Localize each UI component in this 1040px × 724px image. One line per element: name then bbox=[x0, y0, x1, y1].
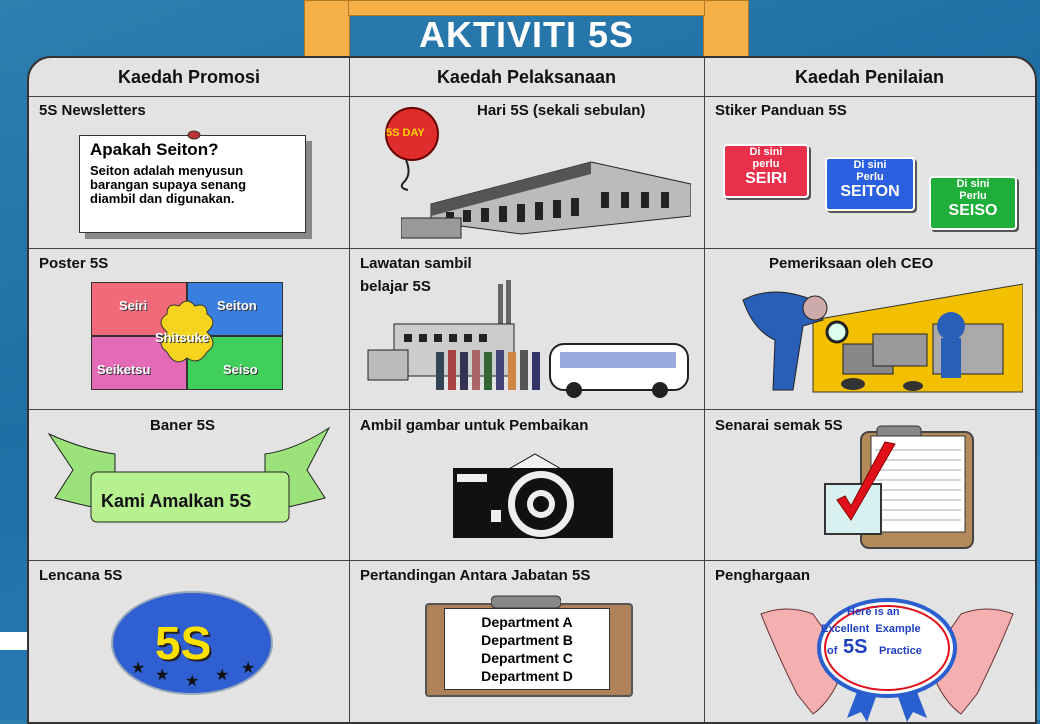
sticker-seiton-line1: Di sini bbox=[853, 159, 887, 171]
cell-pertandingan: Pertandingan Antara Jabatan 5S bbox=[360, 567, 591, 584]
cell-baner: Baner 5S bbox=[150, 417, 216, 434]
newsletter-text: Seiton adalah menyusun barangan supaya senang diambil dan digunakan. bbox=[90, 163, 247, 206]
department-item: Department B bbox=[481, 632, 573, 648]
puzzle-label-shitsuke: Shitsuke bbox=[155, 330, 210, 345]
left-accent-bar bbox=[0, 632, 27, 650]
puzzle-poster bbox=[91, 282, 283, 390]
svg-text:★: ★ bbox=[155, 667, 170, 684]
puzzle-label-seiton: Seiton bbox=[217, 298, 257, 313]
cell-hari-5s: Hari 5S (sekali sebulan) bbox=[477, 102, 646, 119]
pin-icon bbox=[186, 129, 202, 143]
newsletter-question: Apakah Seiton? bbox=[90, 140, 219, 159]
cell-newsletters: 5S Newsletters bbox=[39, 102, 146, 119]
award-practice: Practice bbox=[879, 645, 922, 657]
cell-poster: Poster 5S bbox=[39, 255, 109, 272]
sticker-seiri-line2: perlu bbox=[752, 158, 780, 170]
banner-text: Kami Amalkan 5S bbox=[101, 491, 252, 511]
grid-line bbox=[349, 58, 350, 722]
sticker-seiton-line2: Perlu bbox=[856, 171, 884, 183]
header-pelaksanaan: Kaedah Pelaksanaan bbox=[436, 67, 617, 87]
banner-ribbon-icon bbox=[45, 420, 335, 532]
newsletter-note bbox=[79, 135, 306, 233]
cell-stiker: Stiker Panduan 5S bbox=[715, 102, 847, 119]
sticker-seiton-word: SEITON bbox=[840, 183, 900, 200]
puzzle-label-seiso: Seiso bbox=[223, 362, 258, 377]
puzzle-label-seiri: Seiri bbox=[119, 298, 148, 313]
sticker-seiso-line2: Perlu bbox=[959, 190, 987, 202]
svg-text:★: ★ bbox=[131, 660, 146, 677]
cell-lawatan-line2: belajar 5S bbox=[360, 278, 431, 295]
department-list bbox=[444, 608, 610, 690]
cell-pemeriksaan: Pemeriksaan oleh CEO bbox=[769, 255, 934, 272]
svg-text:★: ★ bbox=[185, 673, 200, 690]
checklist-icon bbox=[821, 422, 981, 550]
grid-line bbox=[29, 248, 1035, 249]
page-title: AKTIVITI 5S bbox=[418, 14, 635, 55]
cell-senarai-semak: Senarai semak 5S bbox=[715, 417, 843, 434]
header-promosi: Kaedah Promosi bbox=[117, 67, 261, 87]
sticker-seiton bbox=[825, 157, 915, 211]
visit-scene-icon bbox=[364, 280, 694, 400]
award-of: of bbox=[827, 645, 838, 657]
department-item: Department D bbox=[481, 668, 573, 684]
sticker-seiso bbox=[929, 176, 1017, 230]
activity-table bbox=[27, 56, 1037, 724]
department-item: Department C bbox=[481, 650, 573, 666]
svg-text:★: ★ bbox=[215, 667, 230, 684]
cell-lawatan-line1: Lawatan sambil bbox=[360, 255, 472, 272]
sticker-seiri-line1: Di sini bbox=[749, 146, 783, 158]
inspection-scene-icon bbox=[733, 280, 1023, 398]
sticker-seiri bbox=[723, 144, 809, 198]
award-big: 5S bbox=[843, 636, 868, 658]
sticker-seiso-word: SEISO bbox=[948, 202, 998, 219]
badge-text: 5S bbox=[155, 617, 212, 669]
department-item: Department A bbox=[481, 614, 573, 630]
award-line1: Here is an bbox=[847, 606, 900, 618]
grid-line bbox=[29, 560, 1035, 561]
award-line2: Excellent Example bbox=[821, 623, 921, 635]
cell-penghargaan: Penghargaan bbox=[715, 567, 811, 584]
grid-line bbox=[29, 409, 1035, 410]
svg-text:★: ★ bbox=[241, 660, 256, 677]
grid-line bbox=[704, 58, 705, 722]
balloon-label: 5S DAY bbox=[386, 127, 425, 139]
grid-line bbox=[29, 96, 1035, 97]
camera-icon bbox=[453, 450, 613, 542]
cell-lencana: Lencana 5S bbox=[39, 567, 123, 584]
right-pillar bbox=[703, 0, 749, 60]
sticker-seiso-line1: Di sini bbox=[956, 178, 990, 190]
puzzle-label-seiketsu: Seiketsu bbox=[97, 362, 151, 377]
factory-icon bbox=[401, 154, 691, 240]
left-pillar bbox=[304, 0, 350, 60]
header-penilaian: Kaedah Penilaian bbox=[794, 67, 945, 87]
cell-ambil-gambar: Ambil gambar untuk Pembaikan bbox=[360, 417, 589, 434]
sticker-seiri-word: SEIRI bbox=[745, 170, 787, 187]
